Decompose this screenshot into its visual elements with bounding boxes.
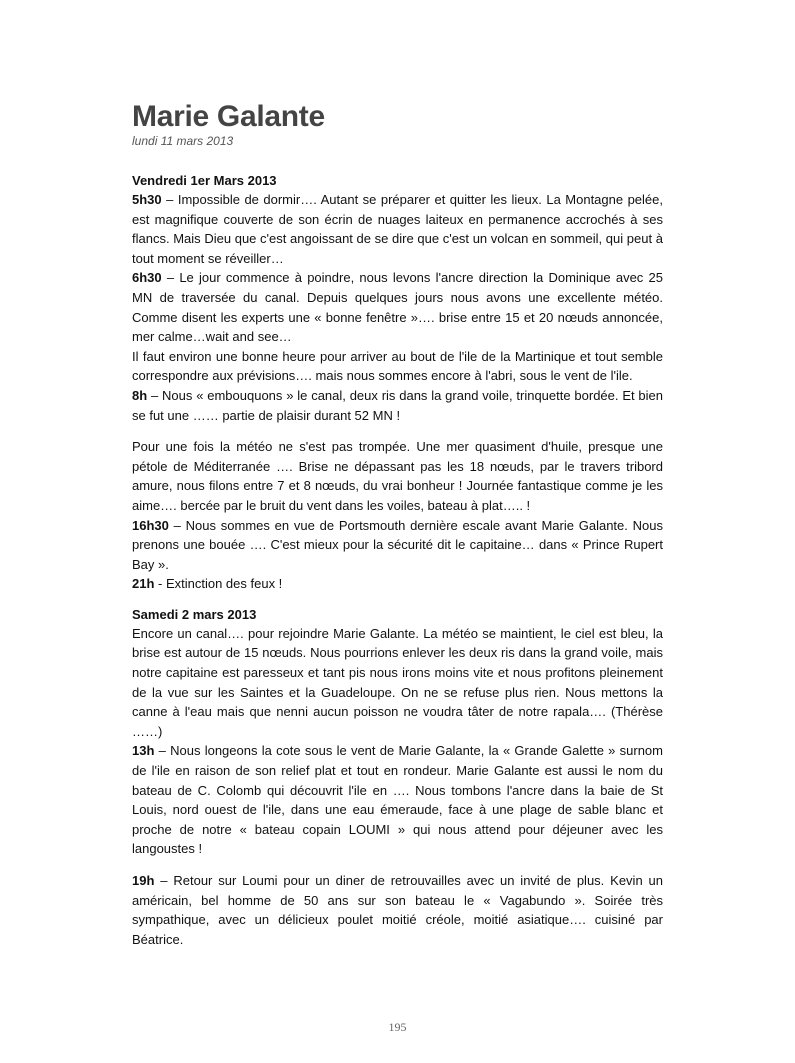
- paragraph: [132, 871, 663, 949]
- paragraph: [132, 574, 663, 594]
- paragraph: [132, 386, 663, 425]
- page-number: 195: [388, 1020, 407, 1034]
- paragraph-text: – Retour sur Loumi pour un diner de retrouvailles avec un invité de plus. Kevin un américain, bel homme de 50 ans sur son bateau le « Vagabundo ». Soirée très sympathique, avec un délicieux poulet moitié créole, moitié asiatique…. cuisiné par Béatrice.: [132, 873, 663, 947]
- time-label: 13h: [132, 743, 155, 759]
- paragraph-text: – Nous sommes en vue de Portsmouth dernière escale avant Marie Galante. Nous prenons une bouée …. C'est mieux pour la sécurité dit le capitaine… dans « Prince Rupert Bay ».: [132, 517, 663, 572]
- paragraph-text: Encore un canal…. pour rejoindre Marie Galante. La météo se maintient, le ciel est bleu, la brise est autour de 15 nœuds. Nous pourrions enlever les deux ris dans la grand voile, mais notre capitaine est paresseux et tant pis nous irons moins vite et nous profitons pleinement de la vue sur les Saintes et la Guadeloupe. On ne se refuse plus rien. Nous mettons la canne à l'eau mais que nenni aucun poisson ne voudra tâter de notre rapala…. (Thérèse ……): [132, 625, 663, 739]
- document-page: [132, 100, 663, 949]
- time-label: 16h30: [132, 517, 169, 533]
- paragraph-text: Il faut environ une bonne heure pour arriver au bout de l'ile de la Martinique et tout semble correspondre aux prévisions…. mais nous sommes encore à l'abri, sous le vent de l'ile.: [132, 348, 663, 384]
- paragraph: [132, 347, 663, 386]
- time-label: 19h: [132, 873, 155, 888]
- paragraph-text: – Impossible de dormir…. Autant se préparer et quitter les lieux. La Montagne pelée, est magnifique couverte de son écrin de nuages laiteux en permanence accrochés à ses flancs. Mais Dieu que c'est angoissant de se dire que c'est un volcan en sommeil, qui peut à tout moment se réveiller…: [132, 192, 663, 266]
- paragraph: [132, 190, 663, 268]
- paragraph-text: - Extinction des feux !: [154, 576, 283, 592]
- paragraph: [132, 437, 663, 515]
- paragraph-text: – Le jour commence à poindre, nous levons l'ancre direction la Dominique avec 25 MN de traversée du canal. Depuis quelques jours nous avons une excellente météo. Comme disent les experts une « bonne fenêtre »…. brise entre 15 et 20 nœuds annoncée, mer calme…wait and see…: [132, 270, 663, 345]
- paragraph: [132, 516, 663, 575]
- page-title: Marie Galante: [132, 100, 325, 133]
- section-heading-saturday: Samedi 2 mars 2013: [132, 606, 257, 622]
- post-date: lundi 11 mars 2013: [132, 134, 234, 148]
- time-label: 8h: [132, 387, 148, 403]
- paragraph-text: Pour une fois la météo ne s'est pas trompée. Une mer quasiment d'huile, presque une pétole de Méditerranée …. Brise ne dépassant pas les 18 nœuds, par le travers tribord amure, nous filons entre 7 et 8 nœuds, du vrai bonheur ! Journée fantastique comme je les aime…. bercée par le bruit du vent dans les voiles, bateau à plat….. !: [132, 439, 663, 513]
- paragraph-text: – Nous « embouquons » le canal, deux ris dans la grand voile, trinquette bordée. Et bien se fut une …… partie de plaisir durant 52 MN !: [132, 387, 663, 423]
- time-label: 21h: [132, 576, 155, 592]
- paragraph: [132, 741, 663, 859]
- paragraph: [132, 624, 663, 742]
- section-heading-friday: Vendredi 1er Mars 2013: [132, 173, 277, 188]
- paragraph: [132, 268, 663, 346]
- paragraph-text: – Nous longeons la cote sous le vent de Marie Galante, la « Grande Galette » surnom de l'ile en raison de son relief plat et tout en rondeur. Marie Galante est aussi le nom du bateau de C. Colomb qui découvrit l'ile en …. Nous tombons l'ancre dans la baie de St Louis, nord ouest de l'ile, dans une eau émeraude, face à une plage de sable blanc et proche de notre « bateau copain LOUMI » qui nous attend pour déjeuner avec les langoustes !: [132, 743, 663, 857]
- time-label: 6h30: [132, 270, 162, 286]
- time-label: 5h30: [132, 192, 162, 207]
